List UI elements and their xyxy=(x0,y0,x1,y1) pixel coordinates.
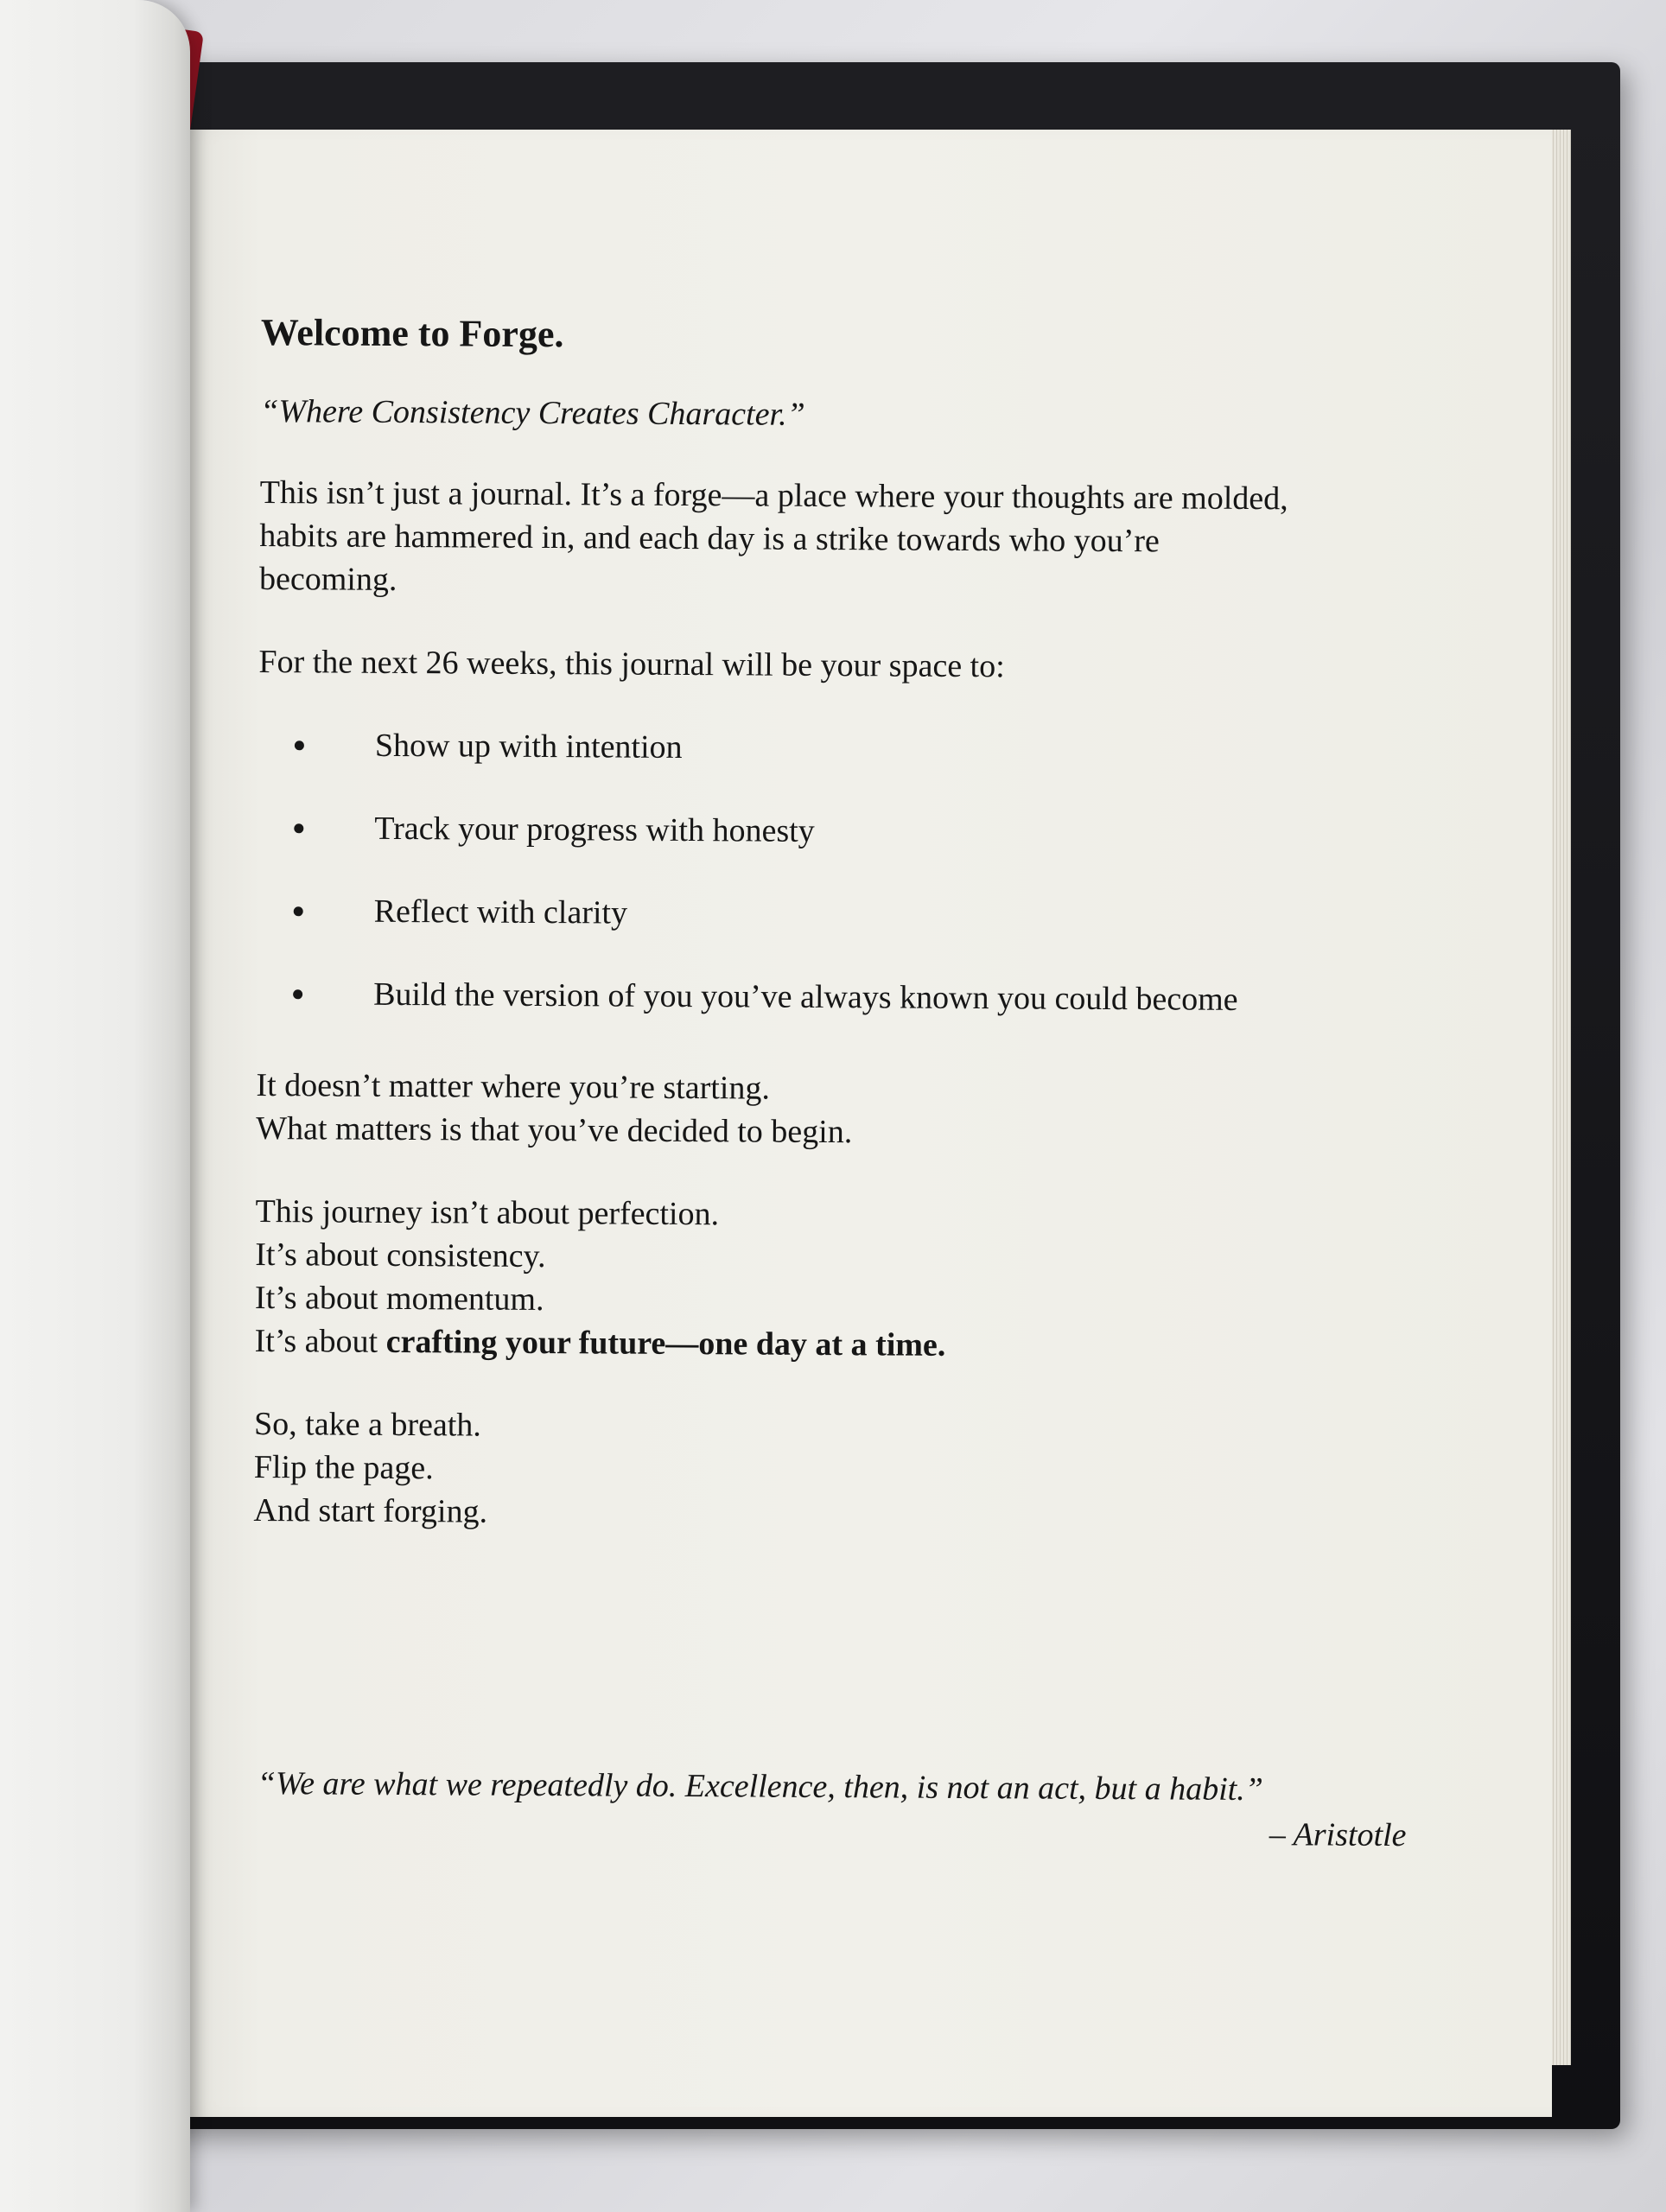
start-line: What matters is that you’ve decided to begin. xyxy=(256,1109,853,1151)
page-content xyxy=(253,307,1436,1579)
journey-last-prefix: It’s about xyxy=(254,1322,386,1360)
list-item-text: Reflect with clarity xyxy=(373,893,628,931)
quote-text: “We are what we repeatedly do. Excellence, then, is not an act, but a habit.” xyxy=(257,1764,1264,1808)
page-subtitle: “Where Consistency Creates Character.” xyxy=(260,392,805,433)
bullet-list xyxy=(257,723,1434,1039)
page-title: Welcome to Forge. xyxy=(260,310,564,356)
bullet-icon xyxy=(294,906,303,916)
journey-line-last xyxy=(255,1319,1430,1370)
bullet-icon xyxy=(293,989,302,999)
journey-last-bold: crafting your future—one day at a time. xyxy=(385,1323,946,1363)
left-facing-page xyxy=(0,0,190,2212)
closing-quote xyxy=(257,1761,1407,1858)
closing-line: Flip the page. xyxy=(253,1448,434,1487)
journey-line: This journey isn’t about perfection. xyxy=(255,1192,720,1233)
intro-line: becoming. xyxy=(258,560,397,598)
lead-paragraph: For the next 26 weeks, this journal will be your space to: xyxy=(258,643,1005,685)
intro-line: This isn’t just a journal. It’s a forge—a place where your thoughts are molded, xyxy=(259,474,1288,518)
start-line: It doesn’t matter where you’re starting. xyxy=(256,1066,771,1107)
bullet-icon xyxy=(295,741,304,750)
intro-line: habits are hammered in, and each day is a strike towards who you’re xyxy=(259,517,1160,560)
quote-author: – Aristotle xyxy=(1269,1816,1407,1854)
list-item xyxy=(258,806,1434,896)
journey-line: It’s about momentum. xyxy=(254,1279,544,1319)
bullet-icon xyxy=(294,823,303,833)
start-paragraph xyxy=(256,1064,1432,1157)
list-item-text: Show up with intention xyxy=(374,727,683,766)
closing-line: And start forging. xyxy=(253,1491,488,1530)
list-item-text: Track your progress with honesty xyxy=(374,810,815,849)
list-item xyxy=(258,723,1434,813)
journal-page xyxy=(178,130,1552,2117)
journey-line: It’s about consistency. xyxy=(255,1236,546,1275)
list-item xyxy=(257,889,1433,979)
closing-line: So, take a breath. xyxy=(253,1405,481,1444)
list-item-text: Build the version of you you’ve always known you could become xyxy=(373,976,1238,1018)
intro-paragraph xyxy=(259,471,1435,607)
journey-paragraph xyxy=(255,1190,1431,1370)
closing-paragraph xyxy=(253,1402,1429,1539)
list-item xyxy=(257,972,1432,1039)
